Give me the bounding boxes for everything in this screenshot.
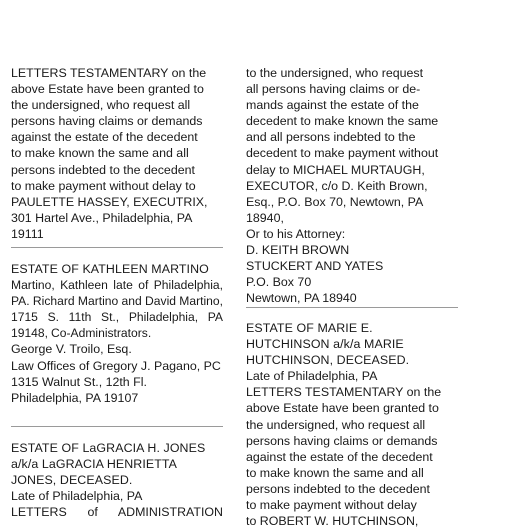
notice-title: ESTATE OF KATHLEEN MARTINO	[11, 262, 209, 276]
law-firm: Law Offices of Gregory J. Pagano, PC	[11, 358, 221, 373]
notice-estate-kathleen-martino	[11, 261, 223, 406]
notice-divider	[246, 307, 458, 308]
notice-continuation-murtaugh	[246, 65, 458, 306]
notice-estate-lagracia-jones	[11, 440, 223, 520]
notice-line: LETTERS TESTAMENTARY on the	[246, 385, 442, 400]
notice-title-line: ESTATE OF MARIE E.	[246, 321, 373, 335]
notice-title-line: a/k/a LaGRACIA HENRIETTA	[11, 457, 178, 472]
notice-line: to make known the same and all	[11, 146, 189, 161]
law-firm: STUCKERT AND YATES	[246, 259, 384, 274]
notice-line: to make known the same and all	[246, 465, 424, 480]
notice-line: delay to MICHAEL MURTAUGH,	[246, 162, 425, 177]
notice-line: above Estate have been granted to	[11, 82, 204, 97]
notice-divider	[11, 426, 223, 427]
notice-line: to make payment without delay	[246, 498, 417, 513]
notice-line: EXECUTOR, c/o D. Keith Brown,	[246, 178, 428, 193]
notice-line: the undersigned, who request all	[246, 417, 426, 432]
notice-title-line: JONES, DECEASED.	[11, 473, 133, 488]
notice-line: to ROBERT W. HUTCHINSON,	[246, 514, 419, 529]
notice-estate-marie-hutchinson	[246, 320, 458, 529]
notice-line: the undersigned, who request all	[11, 98, 191, 113]
notice-body: Martino, Kathleen late of Philadelphia, PA. Richard Martino and David Martino, 1715 S. 11th St., Philadelphia, PA 19148, Co-Administrators.	[11, 278, 223, 341]
notice-line: 18940,	[246, 210, 284, 225]
notice-title-line: HUTCHINSON a/k/a MARIE	[246, 337, 404, 352]
notice-line: 19111	[11, 226, 44, 241]
notice-line: against the estate of the decedent	[11, 130, 198, 145]
notice-line: against the estate of the decedent	[246, 449, 433, 464]
notice-title-line: HUTCHINSON, DECEASED.	[246, 353, 410, 368]
notice-line: all persons having claims or de-	[246, 82, 421, 97]
notice-line-partial: LETTERS of ADMINISTRATION	[11, 505, 223, 520]
attorney-name: George V. Troilo, Esq.	[11, 342, 132, 357]
notice-line: to make payment without delay to	[11, 178, 196, 193]
late-of: Late of Philadelphia, PA	[246, 369, 378, 384]
attorney-name: D. KEITH BROWN	[246, 243, 350, 258]
attorney-intro: Or to his Attorney:	[246, 226, 346, 241]
firm-city: Philadelphia, PA 19107	[11, 390, 139, 405]
firm-po-box: P.O. Box 70	[246, 275, 312, 290]
late-of: Late of Philadelphia, PA	[11, 489, 143, 504]
notice-line: persons having claims or demands	[246, 433, 438, 448]
firm-city: Newtown, PA 18940	[246, 291, 357, 306]
notice-line: mands against the estate of the	[246, 98, 419, 113]
notice-letters-testamentary-hassey	[11, 65, 223, 242]
notice-line: persons indebted to the decedent	[11, 162, 195, 177]
notice-body	[246, 384, 458, 529]
notice-line: above Estate have been granted to	[246, 401, 439, 416]
notice-line: persons having claims or demands	[11, 114, 203, 129]
notice-line: persons indebted to the decedent	[246, 481, 430, 496]
notice-line: and all persons indebted to the	[246, 130, 416, 145]
notice-line: 301 Hartel Ave., Philadelphia, PA	[11, 210, 193, 225]
notice-title-line: ESTATE OF LaGRACIA H. JONES	[11, 441, 206, 455]
notice-divider	[11, 247, 223, 248]
notice-line: decedent to make payment without	[246, 146, 439, 161]
notice-line: decedent to make known the same	[246, 114, 439, 129]
firm-street: 1315 Walnut St., 12th Fl.	[11, 374, 147, 389]
notice-line: Esq., P.O. Box 70, Newtown, PA	[246, 194, 424, 209]
notice-line: to the undersigned, who request	[246, 66, 424, 80]
notice-line: LETTERS TESTAMENTARY on the	[11, 66, 207, 80]
notice-line: PAULETTE HASSEY, EXECUTRIX,	[11, 194, 208, 209]
